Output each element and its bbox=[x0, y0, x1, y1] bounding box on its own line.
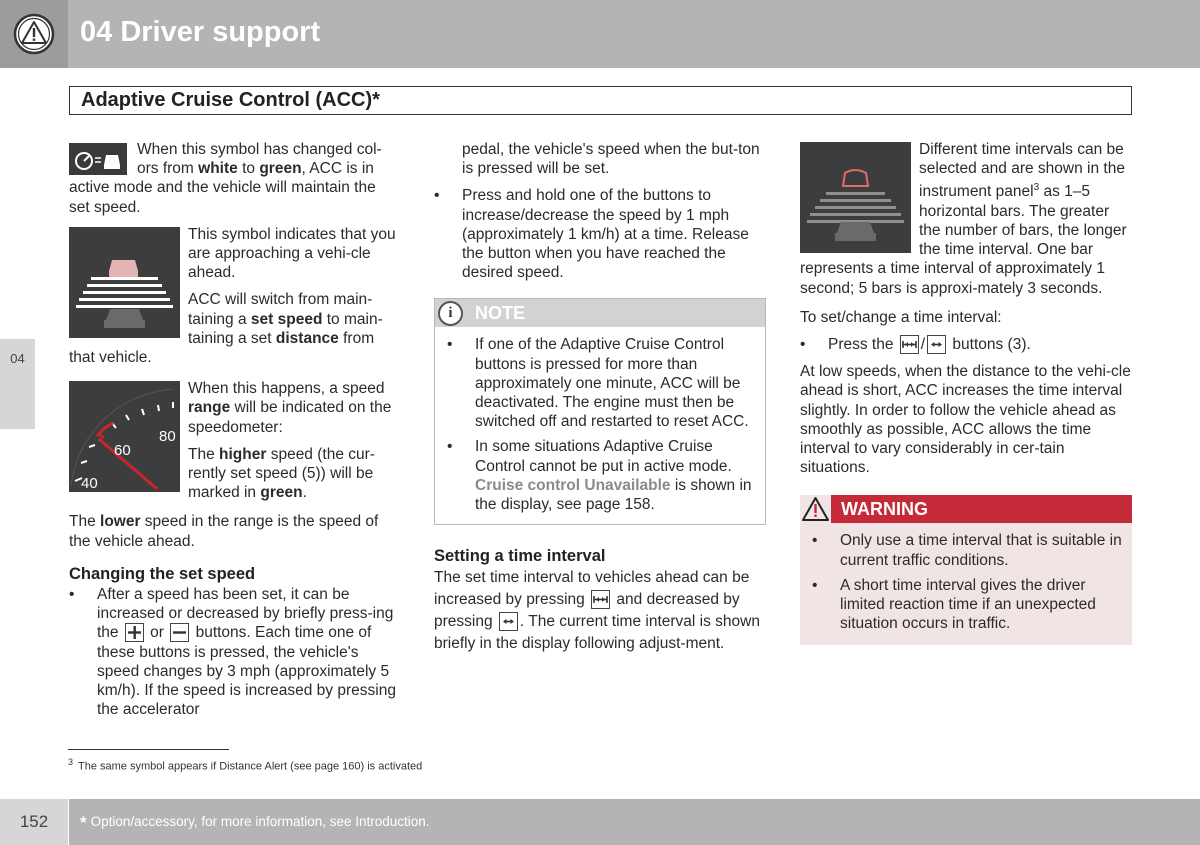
heading-changing-set-speed: Changing the set speed bbox=[69, 564, 256, 583]
increase-interval-button-icon bbox=[900, 335, 919, 354]
footer-note bbox=[80, 813, 430, 832]
text: is shown in the display, see page 158. bbox=[475, 476, 752, 514]
text-bold: higher bbox=[219, 445, 267, 463]
asterisk: * bbox=[80, 813, 87, 832]
decrease-interval-button-icon bbox=[927, 335, 946, 354]
footer-note-text: Option/accessory, for more information, see Introduction. bbox=[90, 814, 430, 829]
approaching-vehicle-image bbox=[69, 227, 180, 338]
text-bold: green bbox=[259, 160, 302, 178]
list-item bbox=[447, 437, 755, 514]
column-1 bbox=[69, 140, 399, 725]
text: speed in the range is the speed of the vehicle ahead. bbox=[69, 513, 379, 550]
text: / bbox=[920, 335, 926, 353]
column-3 bbox=[800, 140, 1132, 645]
text: Press the bbox=[828, 335, 898, 353]
footnote-divider bbox=[68, 749, 229, 750]
text: from that vehicle. bbox=[69, 329, 375, 367]
warning-label: WARNING bbox=[841, 499, 928, 520]
text-bold: green bbox=[260, 484, 303, 502]
text: In some situations Adaptive Cruise Control cannot be put in active mode. bbox=[475, 438, 732, 475]
page-number: 152 bbox=[0, 799, 68, 845]
list-item bbox=[800, 335, 1132, 354]
text: The set time interval to vehicles ahead can be increased by pressing bbox=[434, 569, 750, 609]
text: Different time intervals can be selected and are shown in the instrument panel bbox=[919, 141, 1125, 201]
text: speed (the cur-rently set speed (5)) will be marked in bbox=[188, 445, 375, 502]
list-item bbox=[69, 585, 399, 719]
text-bold: distance bbox=[275, 329, 339, 347]
chapter-title: 04 Driver support bbox=[80, 16, 321, 48]
text: or bbox=[145, 624, 169, 642]
speedo-label: 40 bbox=[81, 475, 98, 493]
column-2 bbox=[434, 140, 766, 663]
speedometer-block bbox=[69, 379, 399, 502]
time-interval-bars-image bbox=[800, 142, 911, 253]
text: buttons. Each time one of these buttons is pressed, the vehicle's speed changes by 3 mph (approximately 5 km/h). If the speed is increased by pressing the accelerator bbox=[97, 624, 396, 719]
text-bold: lower bbox=[100, 513, 141, 531]
text: After a speed has been set, it can be increased or decreased by briefly press-ing the bbox=[97, 586, 394, 642]
text: The bbox=[69, 513, 101, 531]
text bbox=[434, 567, 766, 655]
note-box bbox=[434, 298, 766, 525]
list-item: • Only use a time interval that is suitable in current traffic conditions. bbox=[812, 531, 1122, 569]
info-icon: i bbox=[438, 301, 463, 326]
text: to bbox=[237, 160, 260, 178]
text bbox=[69, 512, 399, 550]
footnote-text: The same symbol appears if Distance Alert (see page 160) is activated bbox=[78, 760, 423, 773]
text: will be indicated on the speedometer: bbox=[188, 399, 392, 436]
text: . The current time interval is shown briefly in the display following adjust-ment. bbox=[434, 613, 760, 653]
display-message: Cruise control Unavailable bbox=[475, 476, 671, 494]
text: When this symbol has changed col-ors from bbox=[137, 141, 382, 178]
note-label: NOTE bbox=[475, 303, 526, 324]
text: to main-taining a set bbox=[188, 310, 383, 347]
speedo-label: 60 bbox=[114, 442, 131, 460]
text: The bbox=[188, 445, 220, 463]
footnote-ref: 3 bbox=[1033, 182, 1040, 194]
list-item: • A short time interval gives the driver limited reaction time if an unexpected situation occurs in traffic. bbox=[812, 576, 1122, 634]
list-item: • Press and hold one of the buttons to increase/decrease the speed by 1 mph (approximately 1 km/h) at a time. Release the button when you have reached the desired speed. bbox=[434, 186, 766, 282]
text-bold: range bbox=[188, 399, 231, 417]
minus-button-icon bbox=[170, 623, 189, 642]
text: This symbol indicates that you are approaching a vehi-cle ahead. bbox=[188, 225, 396, 282]
acc-symbol-paragraph bbox=[69, 140, 399, 217]
text: To set/change a time interval: bbox=[800, 308, 1002, 326]
text: as 1–5 horizontal bars. The greater the number of bars, the longer the time interval. One bar represents a time interval of approximately 1 second; 5 bars is approxi-mately 3 seconds. bbox=[800, 183, 1127, 297]
warning-header bbox=[800, 495, 1132, 523]
text: pedal, the vehicle's speed when the but-ton is pressed will be set. bbox=[462, 141, 760, 178]
warning-body bbox=[800, 523, 1132, 645]
warning-triangle-icon bbox=[800, 495, 831, 523]
chapter-side-tab-label: 04 bbox=[10, 351, 25, 366]
note-body bbox=[435, 327, 765, 524]
text: buttons (3). bbox=[948, 335, 1031, 353]
text: ACC will switch from main-taining a bbox=[188, 291, 373, 328]
note-header bbox=[435, 299, 765, 327]
text: , ACC is in active mode and the vehicle will maintain the set speed. bbox=[69, 160, 376, 216]
text: When this happens, a speed bbox=[188, 380, 385, 398]
plus-button-icon bbox=[125, 623, 144, 642]
acc-car-symbol-icon bbox=[69, 143, 129, 177]
warning-triangle-icon bbox=[0, 0, 68, 68]
text: At low speeds, when the distance to the vehi-cle ahead is short, ACC increases the time interval slightly. In order to follow the vehicle ahead as smoothly as possible, ACC allows the time interval to vary considerably in cer-tain situations. bbox=[800, 363, 1131, 477]
speedo-label: 80 bbox=[159, 428, 176, 446]
footnote bbox=[68, 756, 422, 774]
approaching-vehicle-block bbox=[69, 225, 399, 367]
text: . bbox=[302, 484, 307, 502]
text: and decreased by pressing bbox=[434, 591, 740, 631]
list-item: • If one of the Adaptive Cruise Control buttons is pressed for more than approximately one minute, ACC will be deactivated. The engine must then be switched off and restarted to reset ACC. bbox=[447, 335, 755, 431]
speedometer-image bbox=[69, 381, 180, 492]
heading-setting-time-interval: Setting a time interval bbox=[434, 547, 606, 566]
warning-box bbox=[800, 495, 1132, 645]
text-bold: white bbox=[198, 160, 238, 178]
section-title: Adaptive Cruise Control (ACC)* bbox=[69, 86, 1132, 115]
decrease-interval-button-icon bbox=[499, 612, 518, 631]
text-bold: set speed bbox=[250, 310, 323, 328]
text bbox=[800, 140, 1132, 298]
increase-interval-button-icon bbox=[591, 590, 610, 609]
footnote-number: 3 bbox=[68, 757, 74, 767]
